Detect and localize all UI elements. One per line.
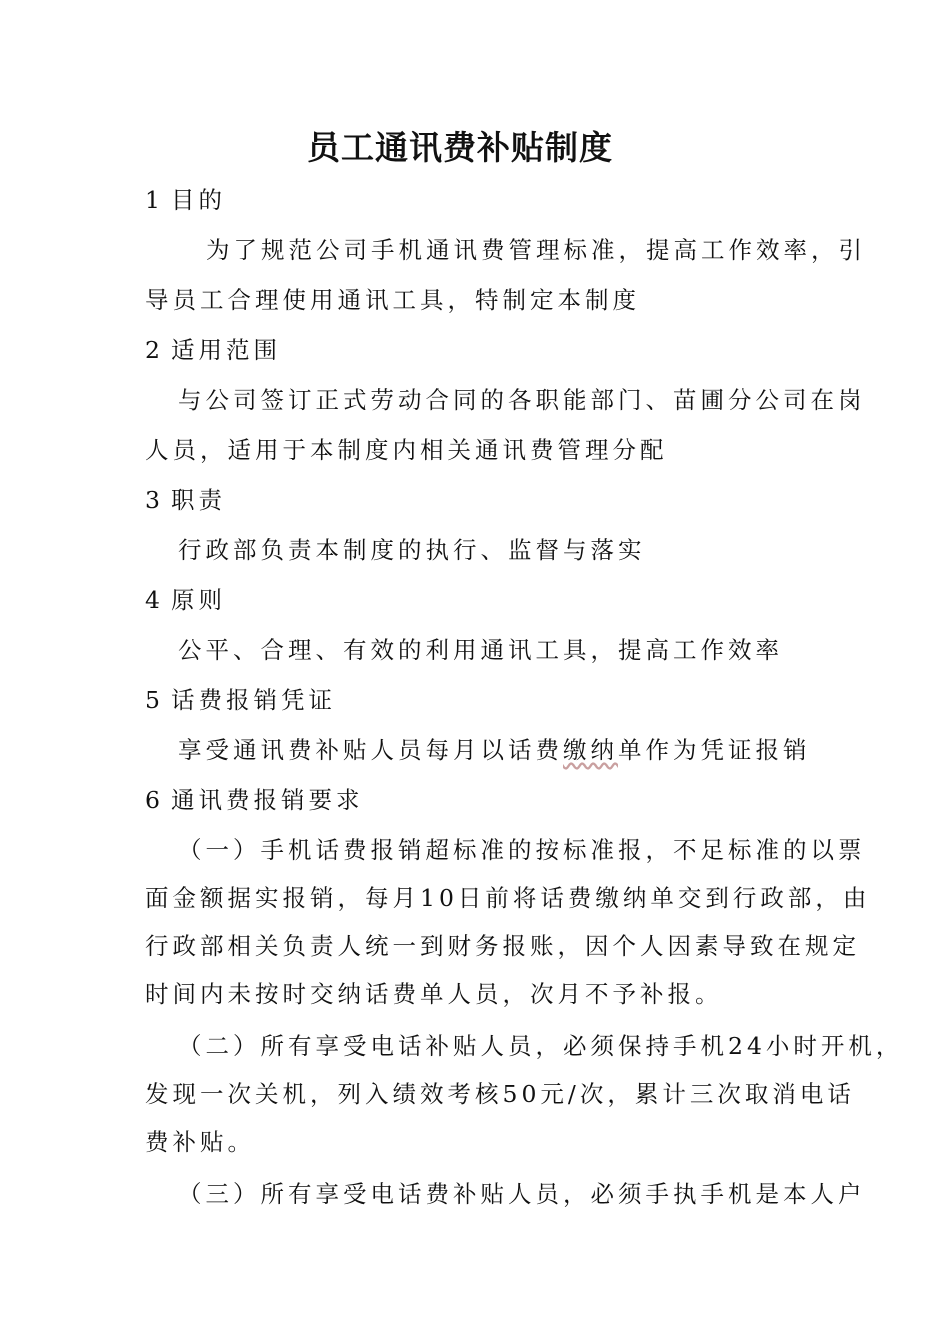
document-title: 员工通讯费补贴制度: [307, 128, 613, 167]
paragraph-line: 导员工合理使用通讯工具，特制定本制度: [145, 286, 640, 314]
paragraph-line: 公平、合理、有效的利用通讯工具，提高工作效率: [178, 636, 783, 664]
paragraph-line: [178, 732, 811, 768]
section-heading-principle: [145, 582, 226, 618]
section-heading-duties: [145, 482, 226, 518]
section-heading-purpose: [145, 182, 226, 218]
paragraph-line: 面金额据实报销，每月10日前将话费缴纳单交到行政部，由: [145, 884, 871, 912]
paragraph-line: （二）所有享受电话补贴人员，必须保持手机24小时开机，: [178, 1032, 904, 1060]
section-title: 原则: [171, 586, 226, 614]
section-title: 通讯费报销要求: [171, 786, 364, 814]
text-run: 享受通讯费补贴人员每月以话费: [178, 736, 563, 764]
paragraph-line: （三）所有享受电话费补贴人员，必须手执手机是本人户: [178, 1180, 866, 1208]
section-title: 目的: [171, 186, 226, 214]
section-number: 5: [145, 686, 164, 714]
section-number: 4: [145, 586, 164, 614]
text-run: 单作为凭证报销: [618, 736, 811, 764]
section-title: 职责: [171, 486, 226, 514]
section-number: 3: [145, 486, 164, 514]
paragraph-line: 为了规范公司手机通讯费管理标准，提高工作效率，引: [206, 236, 866, 264]
spellcheck-marked-text: 缴纳: [563, 736, 618, 764]
section-heading-voucher: [145, 682, 336, 718]
section-number: 2: [145, 336, 164, 364]
paragraph-line: 行政部相关负责人统一到财务报账，因个人因素导致在规定: [145, 932, 860, 960]
section-heading-scope: [145, 332, 281, 368]
section-heading-requirements: [145, 782, 364, 818]
paragraph-line: 发现一次关机，列入绩效考核50元/次，累计三次取消电话: [145, 1080, 855, 1108]
paragraph-line: 费补贴。: [145, 1128, 255, 1156]
paragraph-line: 行政部负责本制度的执行、监督与落实: [178, 536, 646, 564]
paragraph-line: 人员，适用于本制度内相关通讯费管理分配: [145, 436, 668, 464]
paragraph-line: 与公司签订正式劳动合同的各职能部门、苗圃分公司在岗: [178, 386, 866, 414]
paragraph-line: 时间内未按时交纳话费单人员，次月不予补报。: [145, 980, 723, 1008]
section-number: 6: [145, 786, 164, 814]
section-title: 适用范围: [171, 336, 281, 364]
section-number: 1: [145, 186, 164, 214]
section-title: 话费报销凭证: [171, 686, 336, 714]
paragraph-line: （一）手机话费报销超标准的按标准报，不足标准的以票: [178, 836, 866, 864]
